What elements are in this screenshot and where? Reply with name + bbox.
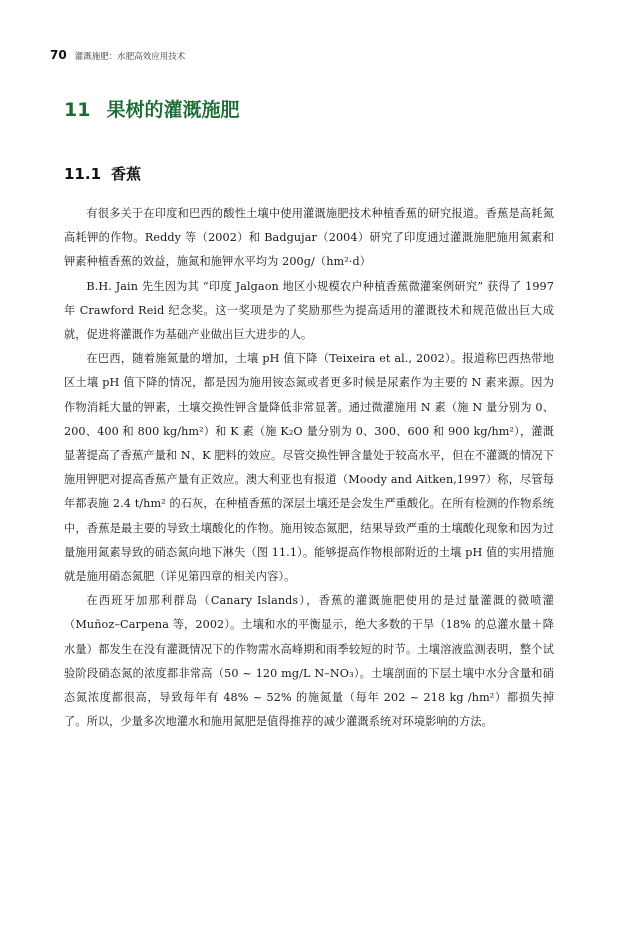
paragraph-2: B.H. Jain 先生因为其 “印度 Jalgaon 地区小规模农户种植香蕉微灌案例研究” 获得了 1997 年 Crawford Reid 纪念奖。这一奖项是为了奖励那些为提高适用的灌溉技术和规范做出巨大成就，促进将灌溉作为基础产业做出巨大进步的人。: [64, 279, 554, 342]
paragraph-4: 在西班牙加那利群岛（Canary Islands），香蕉的灌溉施肥使用的是过量灌溉的微喷灌（Muñoz–Carpena 等，2002）。土壤和水的平衡显示，绝大多数的干旱（18% 的总灌水量＋降水量）都发生在没有灌溉情况下的作物需水高峰期和雨季较短的时节。土壤溶液监测表明，整个试验阶段硝态氮的浓度都非常高（50 ~ 120 mg/L N–NO₃）。土壤剖面的下层土壤中水分含量和硝态氮浓度都很高，导致每年有 48% ~ 52% 的施氮量（每年 202 ~ 218 kg /hm²）都损失掉了。所以，少量多次地灌水和施用氮肥是值得推荐的减少灌溉系统对环境影响的方法。: [64, 594, 554, 729]
chapter-heading: [64, 95, 239, 122]
chapter-title: 果树的灌溉施肥: [106, 99, 240, 121]
section-title: 香蕉: [111, 165, 142, 183]
page-number: 70: [50, 48, 67, 62]
chapter-number: 11: [64, 99, 91, 121]
paragraph-3: 在巴西，随着施氮量的增加，土壤 pH 值下降（Teixeira et al., 2002）。报道称巴西热带地区土壤 pH 值下降的情况，都是因为施用铵态氮或者更多时候是尿素作为主要的 N 素来源。因为作物消耗大量的钾素，土壤交换性钾含量降低非常显著。通过微灌施用 N 素（施 N 量分别为 0、200、400 和 800 kg/hm²）和 K 素（施 K₂O 量分别为 0、300、600 和 900 kg/hm²），灌溉显著提高了香蕉产量和 N、K 肥料的效应。尽管交换性钾含量处于较高水平，但在不灌溉的情况下施用钾肥对提高香蕉产量有正效应。澳大利亚也有报道（Moody and Aitken,1997）称，尽管每年都表施 2.4 t/hm² 的石灰，在种植香蕉的深层土壤还是会发生严重酸化。在所有检测的作物系统中，香蕉是最主要的导致土壤酸化的作物。施用铵态氮肥，结果导致严重的土壤酸化现象和因为过量施用氮素导致的硝态氮向地下淋失（图 11.1）。能够提高作物根部附近的土壤 pH 值的实用措施就是施用硝态氮肥（详见第四章的相关内容）。: [64, 352, 554, 584]
paragraph-1: 有很多关于在印度和巴西的酸性土壤中使用灌溉施肥技术种植香蕉的研究报道。香蕉是高耗氮高耗钾的作物。Reddy 等（2002）和 Badgujar（2004）研究了印度通过灌溉施肥施用氮素和钾素种植香蕉的效益，施氮和施钾水平均为 200g/（hm²·d）: [64, 207, 554, 269]
running-title: 灌溉施肥：水肥高效应用技术: [74, 52, 186, 62]
body-text: [64, 202, 554, 734]
page-header: [50, 48, 185, 62]
section-heading: [64, 163, 141, 184]
section-number: 11.1: [64, 165, 102, 183]
